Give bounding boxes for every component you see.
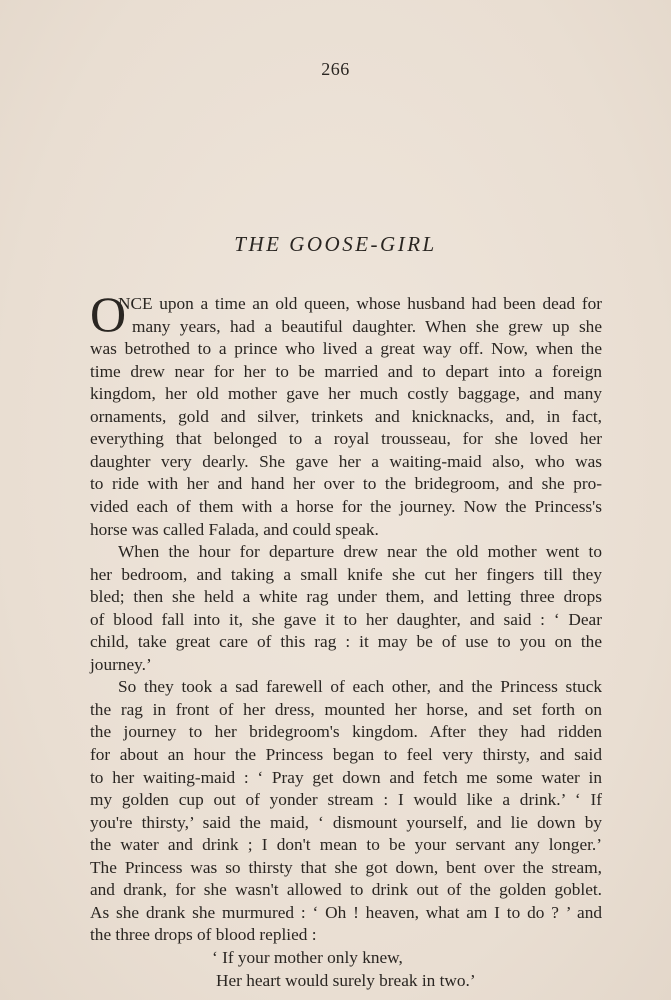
- text-line: her bedroom, and taking a small knife she cut her fingers till they: [90, 564, 602, 584]
- text-line: journey.’: [90, 654, 152, 674]
- text-line: my golden cup out of yonder stream : I would like a drink.’ ‘ If: [90, 790, 602, 810]
- text-line: was betrothed to a prince who lived a great way off. Now, when the: [90, 339, 602, 359]
- text-line: Her heart would surely break in two.’: [216, 970, 476, 990]
- text-line: you're thirsty,’ said the maid, ‘ dismount yourself, and lie down by: [90, 812, 602, 832]
- chapter-title: THE GOOSE-GIRL: [234, 232, 437, 256]
- text-line: the water and drink ; I don't mean to be your servant any longer.’: [90, 835, 602, 855]
- text-line: ‘ If your mother only knew,: [212, 947, 403, 967]
- text-line: and drank, for she wasn't allowed to drink out of the golden goblet.: [90, 880, 602, 900]
- text-line: for about an hour the Princess began to feel very thirsty, and said: [90, 745, 602, 764]
- text-line: of blood fall into it, she gave it to her daughter, and said : ‘ Dear: [90, 609, 602, 629]
- text-line: time drew near for her to be married and to depart into a foreign: [90, 361, 602, 381]
- text-line: kingdom, her old mother gave her much costly baggage, and many: [90, 384, 602, 404]
- text-line: to her waiting-maid : ‘ Pray get down and fetch me some water in: [90, 767, 602, 787]
- text-line: the rag in front of her dress, mounted her horse, and set forth on: [90, 699, 602, 719]
- text-line: the three drops of blood replied :: [90, 925, 317, 945]
- text-line: When the hour for departure drew near the old mother went to: [118, 542, 602, 562]
- text-line: many years, had a beautiful daughter. When she grew up she: [132, 316, 602, 336]
- text-line: So they took a sad farewell of each other, and the Princess stuck: [118, 677, 602, 697]
- text-line: The Princess was so thirsty that she got down, bent over the stream,: [90, 857, 602, 877]
- text-line: to ride with her and hand her over to the bridegroom, and she pro-: [90, 474, 602, 494]
- page-number: 266: [321, 59, 350, 79]
- text-line: bled; then she held a white rag under them, and letting three drops: [90, 587, 602, 607]
- text-line: NCE upon a time an old queen, whose husband had been dead for: [118, 294, 602, 313]
- drop-cap: O: [90, 286, 127, 342]
- text-line: everything that belonged to a royal trousseau, for she loved her: [90, 429, 602, 449]
- text-line: vided each of them with a horse for the journey. Now the Princess's: [90, 496, 602, 516]
- text-line: daughter very dearly. She gave her a waiting-maid also, who was: [90, 451, 602, 471]
- text-line: ornaments, gold and silver, trinkets and knicknacks, and, in fact,: [90, 406, 602, 426]
- text-line: As she drank she murmured : ‘ Oh ! heaven, what am I to do ? ’ and: [90, 902, 602, 922]
- text-line: child, take great care of this rag : it may be of use to you on the: [90, 632, 602, 652]
- text-line: horse was called Falada, and could speak.: [90, 519, 379, 539]
- text-line: the journey to her bridegroom's kingdom. After they had ridden: [90, 722, 602, 742]
